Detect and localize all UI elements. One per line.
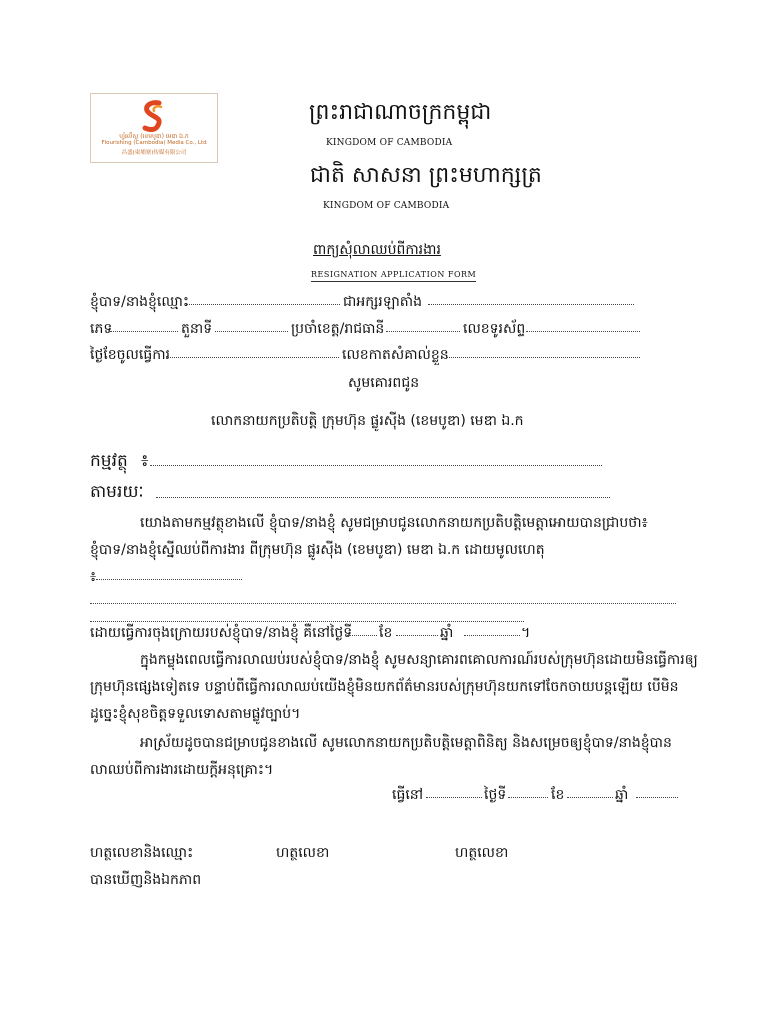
- respectfully-to: សូមគោរពជូន: [348, 375, 420, 391]
- addressee-line: លោកនាយកប្រតិបត្តិ ក្រុមហ៊ុន ផ្លូរស៊ីង (ខេមបូឌា) មេឌា ឯ.ក: [211, 413, 524, 429]
- para3-line1: អាស្រ័យដូចបានជម្រាបជូនខាងលើ សូមលោកនាយកប្រតិបត្តិមេត្តាពិនិត្យ និងសម្រេចឲ្យខ្ញុំបាទ/នាងខ្ញុំបាន: [140, 735, 672, 751]
- witness-approval-label: បានឃើញនិងឯកភាព: [90, 872, 202, 888]
- id-card-label: លេខកាតសំគាល់ខ្លួន: [342, 347, 449, 363]
- national-motto-kh: ជាតិ សាសនា ព្រះមហាក្សត្រ: [310, 163, 542, 188]
- company-logo: [90, 93, 218, 163]
- para2-line2: ក្រុមហ៊ុនផ្សេងទៀតទេ បន្ទាប់ពីធ្វើការលាឈប់យើងខ្ញុំមិនយកព័ត៌មានរបស់ក្រុមហ៊ុនយកទៅចែកចាយបន្តឡើយ បើមិន: [90, 679, 679, 695]
- para2-line3: ដូច្នេះខ្ញុំសុខចិត្តទទួលទោសតាមផ្លូវច្បាប់។: [90, 706, 301, 722]
- phone-label: លេខទូរស័ព្ទ: [463, 321, 526, 337]
- last-day-month-label: ខែ: [379, 625, 393, 641]
- sex-input-line[interactable]: [110, 331, 178, 332]
- subject-input-line[interactable]: [150, 465, 602, 466]
- reference-input-line[interactable]: [156, 497, 610, 498]
- logo-english-name: Flourishing (Cambodia) Media Co., Ltd: [101, 140, 207, 146]
- signature-label-1: ហត្ថលេខា: [276, 845, 330, 861]
- kingdom-title-en: KINGDOM OF CAMBODIA: [326, 138, 453, 148]
- signature-label-2: ហត្ថលេខា: [455, 845, 509, 861]
- start-date-input-line[interactable]: [168, 357, 339, 358]
- kingdom-title-kh: ព្រះរាជាណាចក្រកម្ពុជា: [309, 100, 492, 125]
- subject-label: កម្មវត្ថុ: [90, 451, 128, 471]
- name-input-line[interactable]: [186, 304, 340, 305]
- reason-input-line-3[interactable]: [90, 621, 524, 622]
- reason-prefix: ៖: [90, 569, 97, 585]
- logo-khmer-name: ហ្វ័រលីស្ង (ខេមបូឌា) មេឌា ឯ.ក: [119, 133, 189, 140]
- form-title-en: RESIGNATION APPLICATION FORM: [311, 270, 476, 282]
- last-month-input[interactable]: [396, 635, 438, 636]
- subject-colon: ៖: [141, 451, 149, 471]
- last-day-text: ដោយធ្វើការចុងក្រោយរបស់ខ្ញុំបាទ/នាងខ្ញុំ គឺនៅថ្ងៃទី: [90, 625, 353, 641]
- company-logo-icon: [137, 98, 171, 132]
- witness-signature-label: ហត្ថលេខានិងឈ្មោះ: [90, 845, 194, 861]
- province-input-line[interactable]: [386, 331, 460, 332]
- reason-input-line-1[interactable]: [96, 579, 242, 580]
- last-year-input[interactable]: [464, 635, 520, 636]
- made-at-label: ធ្វើនៅ: [392, 787, 424, 803]
- reason-input-line-2[interactable]: [90, 603, 676, 604]
- position-input-line[interactable]: [215, 331, 288, 332]
- latin-name-input-line[interactable]: [428, 304, 634, 305]
- name-label: ខ្ញុំបាទ/នាងខ្ញុំឈ្មោះ: [90, 294, 190, 310]
- reference-label: តាមរយៈ: [90, 482, 144, 502]
- form-title-kh: ពាក្យសុំលាឈប់ពីការងារ: [313, 242, 441, 258]
- national-motto-en: KINGDOM OF CAMBODIA: [323, 201, 450, 211]
- date-month-input[interactable]: [567, 797, 613, 798]
- para1-line1: យោងតាមកម្មវត្ថុខាងលើ ខ្ញុំបាទ/នាងខ្ញុំ សូមជម្រាបជូនលោកនាយកប្រតិបត្តិមេត្តាអោយបានជ្រាបថា៖: [140, 515, 648, 531]
- made-at-input[interactable]: [426, 797, 482, 798]
- start-date-label: ថ្ងៃខែចូលធ្វើការ: [90, 347, 170, 363]
- para1-line2: ខ្ញុំបាទ/នាងខ្ញុំស្នើឈប់ពីការងារ ពីក្រុមហ៊ុន ផ្លូរស៊ីង (ខេមបូឌា) មេឌា ឯ.ក ដោយមូលហេតុ: [90, 542, 545, 558]
- last-day-end: ។: [521, 625, 531, 641]
- date-year-input[interactable]: [636, 797, 678, 798]
- province-label: ប្រចាំខេត្ត/រាជធានី: [291, 321, 385, 337]
- date-year-label: ឆ្នាំ: [615, 787, 629, 803]
- sex-label: ភេទ: [90, 321, 113, 337]
- position-label: តួនាទី: [181, 321, 213, 337]
- date-day-label: ថ្ងៃទី: [484, 787, 507, 803]
- para2-line1: ក្នុងកម្លុងពេលធ្វើការលាឈប់របស់ខ្ញុំបាទ/នាងខ្ញុំ សូមសន្យាគោរពគោលការណ៍របស់ក្រុមហ៊ុនដោយមិនធ្វើការឲ្យ: [140, 652, 698, 668]
- date-day-input[interactable]: [508, 797, 548, 798]
- para3-line2: លាឈប់ពីការងារដោយក្តីអនុគ្រោះ។: [90, 762, 274, 778]
- date-month-label: ខែ: [551, 787, 565, 803]
- last-day-year-label: ឆ្នាំ: [440, 625, 454, 641]
- phone-input-line[interactable]: [526, 331, 640, 332]
- id-card-input-line[interactable]: [446, 357, 640, 358]
- latin-name-label: ជាអក្សរឡាតាំង: [343, 294, 423, 310]
- last-day-input[interactable]: [347, 635, 377, 636]
- logo-chinese-name: 昌盛(柬埔寨)传媒有限公司: [121, 150, 187, 156]
